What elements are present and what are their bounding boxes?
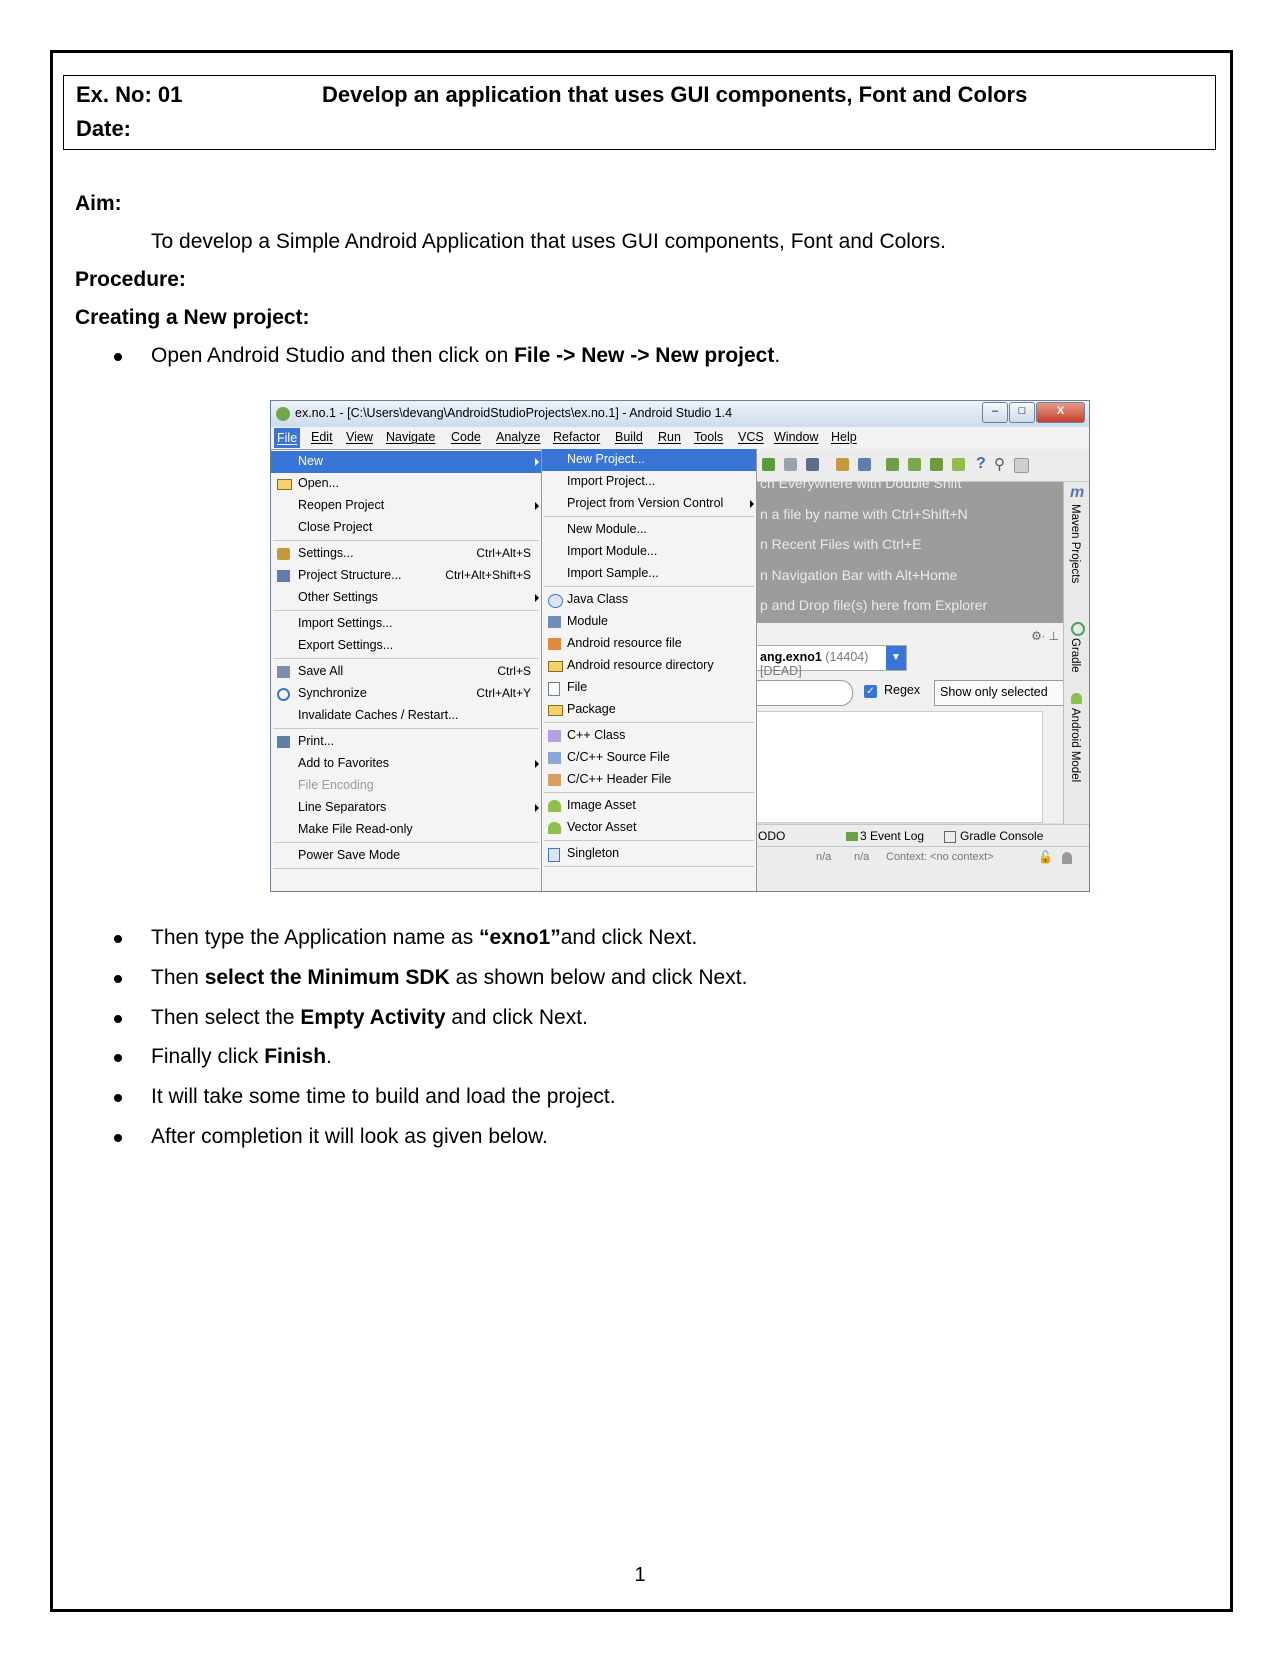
editor-tips-area bbox=[756, 475, 1063, 623]
window-titlebar bbox=[271, 401, 1089, 427]
package-icon bbox=[548, 705, 563, 716]
new-submenu bbox=[541, 449, 757, 892]
filter-select[interactable]: Show only selected bbox=[934, 680, 1065, 706]
bullet-empty-activity: Then select the Empty Activity and click Next. bbox=[151, 1006, 588, 1029]
exercise-title: Develop an application that uses GUI components, Font and Colors bbox=[322, 82, 1028, 107]
hector-icon[interactable] bbox=[1062, 852, 1072, 864]
bullet-dot bbox=[114, 1015, 122, 1023]
tip-recent-files: n Recent Files with Ctrl+E bbox=[760, 536, 922, 552]
event-log-tab[interactable]: 3 Event Log bbox=[860, 829, 925, 843]
file-menu-settings[interactable]: Settings... Ctrl+Alt+S bbox=[271, 543, 541, 565]
bullet-dot bbox=[114, 975, 122, 983]
project-structure-icon[interactable] bbox=[858, 458, 871, 471]
file-menu-project-structure[interactable]: Project Structure... Ctrl+Alt+Shift+S bbox=[271, 565, 541, 587]
c-source-file-item[interactable]: C/C++ Source File bbox=[542, 747, 756, 769]
maximize-button[interactable]: □ bbox=[1009, 402, 1035, 423]
exercise-number: Ex. No: 01 bbox=[76, 82, 183, 107]
menu-view[interactable]: View bbox=[346, 430, 373, 444]
file-menu bbox=[270, 449, 542, 892]
bullet-dot bbox=[114, 1054, 122, 1062]
gradle-tab[interactable]: Gradle bbox=[1069, 638, 1081, 673]
android-resource-directory-item[interactable]: Android resource directory bbox=[542, 655, 756, 677]
bullet-completion: After completion it will look as given below. bbox=[151, 1125, 548, 1148]
menu-navigate[interactable]: Navigate bbox=[386, 430, 436, 444]
status-context: Context: <no context> bbox=[886, 851, 994, 863]
page-number: 1 bbox=[634, 1564, 646, 1586]
file-menu-close-project[interactable]: Close Project bbox=[298, 520, 373, 534]
resource-file-icon bbox=[548, 638, 561, 650]
status-bar bbox=[756, 846, 1089, 892]
android-resource-file-item[interactable]: Android resource file bbox=[542, 633, 756, 655]
attach-icon[interactable] bbox=[784, 458, 797, 471]
menu-build[interactable]: Build bbox=[615, 430, 643, 444]
print-icon bbox=[277, 736, 290, 748]
debug-icon[interactable] bbox=[762, 458, 775, 471]
new-module-item[interactable]: New Module... bbox=[567, 522, 647, 536]
file-menu-add-to-favorites[interactable]: Add to Favorites bbox=[271, 753, 541, 775]
menu-analyze[interactable]: Analyze bbox=[496, 430, 541, 444]
aim-heading: Aim: bbox=[75, 192, 122, 215]
regex-checkbox[interactable]: ✓ bbox=[864, 685, 877, 698]
singleton-icon bbox=[548, 848, 560, 862]
android-icon bbox=[1071, 693, 1082, 704]
cpp-class-item[interactable]: C++ Class bbox=[542, 725, 756, 747]
android-studio-icon bbox=[276, 407, 290, 421]
bullet-dot bbox=[114, 1134, 122, 1142]
android-studio-screenshot bbox=[270, 400, 1090, 892]
file-menu-make-read-only[interactable]: Make File Read-only bbox=[298, 822, 413, 836]
creating-heading: Creating a New project: bbox=[75, 306, 310, 329]
android-icon bbox=[548, 822, 561, 834]
device-icon[interactable] bbox=[806, 458, 819, 471]
status-na-1: n/a bbox=[816, 851, 832, 863]
bullet-finish: Finally click Finish. bbox=[151, 1045, 332, 1068]
tip-go-to-file: n a file by name with Ctrl+Shift+N bbox=[760, 506, 968, 522]
android-monitor-icon[interactable] bbox=[952, 458, 965, 471]
file-menu-export-settings[interactable]: Export Settings... bbox=[298, 638, 394, 652]
bullet-minimum-sdk: Then select the Minimum SDK as shown below and click Next. bbox=[151, 966, 748, 989]
file-menu-open[interactable]: Open... bbox=[271, 473, 541, 495]
tip-drag-drop: p and Drop file(s) here from Explorer bbox=[760, 597, 988, 613]
class-icon bbox=[548, 594, 563, 608]
close-button[interactable]: X bbox=[1036, 402, 1085, 423]
maven-icon: m bbox=[1070, 484, 1085, 501]
header-file-icon bbox=[548, 774, 561, 786]
search-icon[interactable]: ⚲ bbox=[994, 456, 1005, 473]
new-project-item[interactable]: New Project... bbox=[542, 449, 756, 471]
file-menu-new[interactable]: New bbox=[271, 451, 541, 473]
file-menu-print[interactable]: Print... bbox=[271, 731, 541, 753]
menu-code[interactable]: Code bbox=[451, 430, 481, 444]
c-header-file-item[interactable]: C/C++ Header File bbox=[542, 769, 756, 791]
gradle-icon bbox=[1071, 622, 1085, 636]
folder-icon bbox=[277, 479, 292, 490]
menu-vcs[interactable]: VCS bbox=[738, 430, 764, 444]
cpp-class-icon bbox=[548, 730, 561, 742]
file-item[interactable]: File bbox=[542, 677, 756, 699]
file-menu-invalidate-caches[interactable]: Invalidate Caches / Restart... bbox=[298, 708, 459, 722]
bullet-open-android-studio: Open Android Studio and then click on File -> New -> New project. bbox=[151, 344, 781, 367]
bullet-dot bbox=[114, 353, 122, 361]
bullet-dot bbox=[114, 1094, 122, 1102]
status-na-2: n/a bbox=[854, 851, 870, 863]
logcat-output bbox=[756, 711, 1043, 823]
java-class-item[interactable]: Java Class bbox=[542, 589, 756, 611]
file-menu-save-all[interactable]: Save All Ctrl+S bbox=[271, 661, 541, 683]
file-menu-line-separators[interactable]: Line Separators bbox=[271, 797, 541, 819]
file-icon bbox=[548, 682, 560, 696]
import-module-item[interactable]: Import Module... bbox=[567, 544, 658, 558]
lock-icon[interactable]: 🔓 bbox=[1038, 850, 1053, 864]
module-item[interactable]: Module bbox=[542, 611, 756, 633]
bullet-build-load: It will take some time to build and load the project. bbox=[151, 1085, 616, 1108]
wrench-icon bbox=[277, 548, 290, 560]
file-menu-synchronize[interactable]: Synchronize Ctrl+Alt+Y bbox=[271, 683, 541, 705]
menu-edit[interactable]: Edit bbox=[311, 430, 333, 444]
window-title: ex.no.1 - [C:\Users\devang\AndroidStudioProjects\ex.no.1] - Android Studio 1.4 bbox=[295, 406, 733, 420]
vector-asset-item[interactable]: Vector Asset bbox=[542, 817, 756, 839]
menu-tools[interactable]: Tools bbox=[694, 430, 724, 444]
project-structure-icon bbox=[277, 570, 290, 582]
menu-window[interactable]: Window bbox=[774, 430, 819, 444]
tool-window-bar bbox=[756, 824, 1089, 847]
right-tool-strip bbox=[1063, 482, 1090, 824]
file-menu-import-settings[interactable]: Import Settings... bbox=[298, 616, 393, 630]
bullet-app-name: Then type the Application name as “exno1”and click Next. bbox=[151, 926, 698, 949]
event-log-icon bbox=[846, 832, 858, 841]
file-menu-file-encoding: File Encoding bbox=[298, 778, 374, 792]
tip-search-everywhere: ch Everywhere with Double Shift bbox=[760, 475, 962, 491]
file-menu-other-settings[interactable]: Other Settings bbox=[271, 587, 541, 609]
android-model-tab[interactable]: Android Model bbox=[1069, 708, 1081, 783]
import-sample-item[interactable]: Import Sample... bbox=[567, 566, 659, 580]
file-menu-power-save-mode[interactable]: Power Save Mode bbox=[298, 848, 401, 862]
logcat-search-input[interactable] bbox=[756, 680, 853, 706]
singleton-item[interactable]: Singleton bbox=[542, 843, 756, 865]
module-icon bbox=[548, 616, 561, 628]
project-from-vcs-item[interactable]: Project from Version Control bbox=[542, 493, 756, 515]
save-icon bbox=[277, 666, 290, 678]
tip-navigation-bar: n Navigation Bar with Alt+Home bbox=[760, 567, 958, 583]
menu-file[interactable]: File bbox=[274, 428, 300, 448]
help-icon[interactable]: ? bbox=[976, 455, 986, 472]
minimize-button[interactable]: – bbox=[982, 402, 1008, 423]
procedure-heading: Procedure: bbox=[75, 268, 186, 291]
sdk-manager-icon[interactable] bbox=[930, 458, 943, 471]
sync-icon bbox=[277, 688, 290, 701]
avd-manager-icon[interactable] bbox=[908, 458, 921, 471]
process-dropdown[interactable]: ang.exno1 (14404) [DEAD] ▼ bbox=[756, 645, 907, 671]
gradle-console-tab[interactable]: Gradle Console bbox=[960, 829, 1044, 843]
android-monitor-panel bbox=[756, 623, 1063, 823]
menubar bbox=[271, 427, 1089, 450]
exercise-header bbox=[63, 75, 1216, 150]
sync-icon[interactable] bbox=[886, 458, 899, 471]
menu-run[interactable]: Run bbox=[658, 430, 681, 444]
maven-projects-tab[interactable]: Maven Projects bbox=[1069, 504, 1081, 584]
bullet-dot bbox=[114, 935, 122, 943]
console-icon bbox=[944, 831, 956, 843]
file-menu-reopen-project[interactable]: Reopen Project bbox=[271, 495, 541, 517]
menu-refactor[interactable]: Refactor bbox=[553, 430, 601, 444]
source-file-icon bbox=[548, 752, 561, 764]
project-icon[interactable] bbox=[1014, 458, 1029, 473]
todo-tab[interactable]: ODO bbox=[758, 829, 786, 843]
chevron-down-icon[interactable]: ▼ bbox=[886, 646, 906, 670]
package-item[interactable]: Package bbox=[542, 699, 756, 721]
exercise-date: Date: bbox=[76, 116, 132, 141]
import-project-item[interactable]: Import Project... bbox=[567, 474, 656, 488]
gear-icon[interactable]: ⚙∙ ⊥ bbox=[1031, 629, 1059, 643]
regex-label: Regex bbox=[884, 683, 921, 697]
android-icon bbox=[548, 800, 561, 812]
aim-text: To develop a Simple Android Application that uses GUI components, Font and Colors. bbox=[151, 230, 946, 253]
settings-icon[interactable] bbox=[836, 458, 849, 471]
image-asset-item[interactable]: Image Asset bbox=[542, 795, 756, 817]
folder-icon bbox=[548, 661, 563, 672]
menu-help[interactable]: Help bbox=[831, 430, 857, 444]
